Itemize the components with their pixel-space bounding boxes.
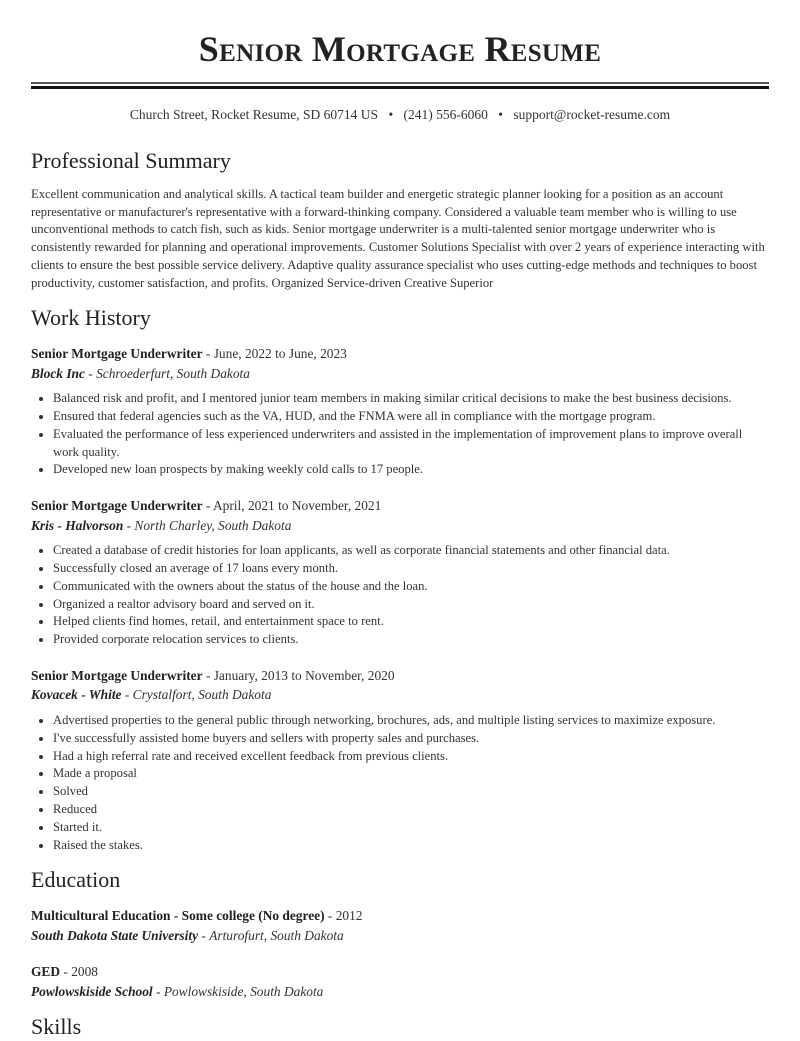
company-name: Kovacek - White [31,687,122,703]
school-line [31,982,769,1002]
company-name: Block Inc [31,365,85,381]
summary-heading: Professional Summary [31,148,231,173]
job-title-line [31,666,769,686]
job-role: Senior Mortgage Underwriter [31,667,203,683]
job-role: Senior Mortgage Underwriter [31,346,203,362]
school-name: South Dakota State University [31,927,199,943]
bullet-separator: • [388,107,394,122]
job-dates: January, 2013 to November, 2020 [213,667,395,683]
contact-email: support@rocket-resume.com [513,107,671,122]
education-entry [31,906,769,945]
job-title-line [31,496,769,516]
dash: - [121,687,133,703]
contact-line [31,106,769,124]
degree-name: GED [31,964,61,980]
job-dates: June, 2022 to June, 2023 [213,346,347,362]
header-divider-thick [31,86,769,89]
dash: - [324,908,336,924]
duty-item: • Reduced [53,801,769,819]
dash: - [202,498,213,514]
duty-item: • I've successfully assisted home buyers and sellers with property sales and purchases. [53,730,769,748]
company-location: Schroederfurt, South Dakota [96,365,250,381]
duty-item: • Organized a realtor advisory board and served on it. [53,596,769,614]
job-dates: April, 2021 to November, 2021 [212,498,382,514]
bullet-separator: • [498,107,504,122]
duty-item: • Ensured that federal agencies such as the VA, HUD, and the FNMA were all in compliance with the mortgage program. [53,408,769,426]
school-location: Powlowskiside, South Dakota [163,983,324,999]
dash: - [123,517,135,533]
dash: - [198,927,210,943]
resume-title: Senior Mortgage Resume [198,29,602,69]
work-history-heading: Work History [31,305,151,331]
company-name: Kris - Halvorson [31,517,124,533]
duty-list [31,390,769,479]
company-location: Crystalfort, South Dakota [132,687,272,703]
dash: - [60,964,72,980]
graduation-year: 2012 [335,908,363,924]
duty-list [31,542,769,649]
degree-line [31,906,769,926]
header-divider-thin [31,82,769,84]
duty-item: • Raised the stakes. [53,837,769,855]
contact-phone: (241) 556-6060 [403,107,488,122]
school-line [31,926,769,946]
company-line [31,516,769,536]
dash: - [202,346,214,362]
education-heading: Education [31,867,121,893]
degree-line [31,962,769,982]
company-location: North Charley, South Dakota [134,517,292,533]
dash: - [202,667,214,683]
duty-item: • Provided corporate relocation services to clients. [53,631,769,649]
duty-item: • Helped clients find homes, retail, and entertainment space to rent. [53,613,769,631]
job-entry [31,666,769,854]
job-role: Senior Mortgage Underwriter [31,498,203,514]
graduation-year: 2008 [71,964,98,980]
job-entry [31,344,769,479]
school-location: Arturofurt, South Dakota [209,927,344,943]
skills-heading: Skills [31,1014,82,1040]
education-entry [31,962,769,1001]
duty-item: • Solved [53,783,769,801]
company-line [31,685,769,705]
duty-item: • Made a proposal [53,765,769,783]
duty-item: • Had a high referral rate and received excellent feedback from previous clients. [53,748,769,766]
dash: - [84,365,97,381]
duty-item: • Successfully closed an average of 17 loans every month. [53,560,769,578]
duty-list [31,712,769,854]
duty-item: • Balanced risk and profit, and I mentored junior team members in making similar critical decisions to make the best business decisions. [53,390,769,408]
summary-text: Excellent communication and analytical skills. A tactical team builder and energetic strategic planner looking for a position as an account representative or manufacturer's representative with a forward-thinking company. Considered a valuable team member who is willing to use unconventional methods to catch fish, such as kids. Senior mortgage underwriter is a multi-talented senior mortgage underwriter who is consistently rewarded for planning and operational improvements. Customer Solutions Specialist with over 2 years of experience interacting with clients to ensure the best possible service delivery. Adaptive quality assurance specialist who uses cutting-edge methods and techniques to boost productivity, customer satisfaction, and profits. Organized Service-driven Creative Superior [31,187,765,290]
company-line [31,364,769,384]
duty-item: • Created a database of credit histories for loan applicants, as well as corporate financial statements and other financial data. [53,542,769,560]
duty-item: • Advertised properties to the general public through networking, brochures, ads, and multiple listing services to maximize exposure. [53,712,769,730]
job-entry [31,496,769,649]
contact-address: Church Street, Rocket Resume, SD 60714 US [129,107,379,122]
degree-name: Multicultural Education - Some college (No degree) [31,908,325,924]
job-title-line [31,344,769,364]
dash: - [152,983,164,999]
duty-item: • Evaluated the performance of less experienced underwriters and assisted in the implementation of improvement plans to improve overall work quality. [53,426,769,462]
duty-item: • Communicated with the owners about the status of the house and the loan. [53,578,769,596]
duty-item: • Started it. [53,819,769,837]
duty-item: • Developed new loan prospects by making weekly cold calls to 17 people. [53,461,769,479]
school-name: Powlowskiside School [31,983,153,999]
